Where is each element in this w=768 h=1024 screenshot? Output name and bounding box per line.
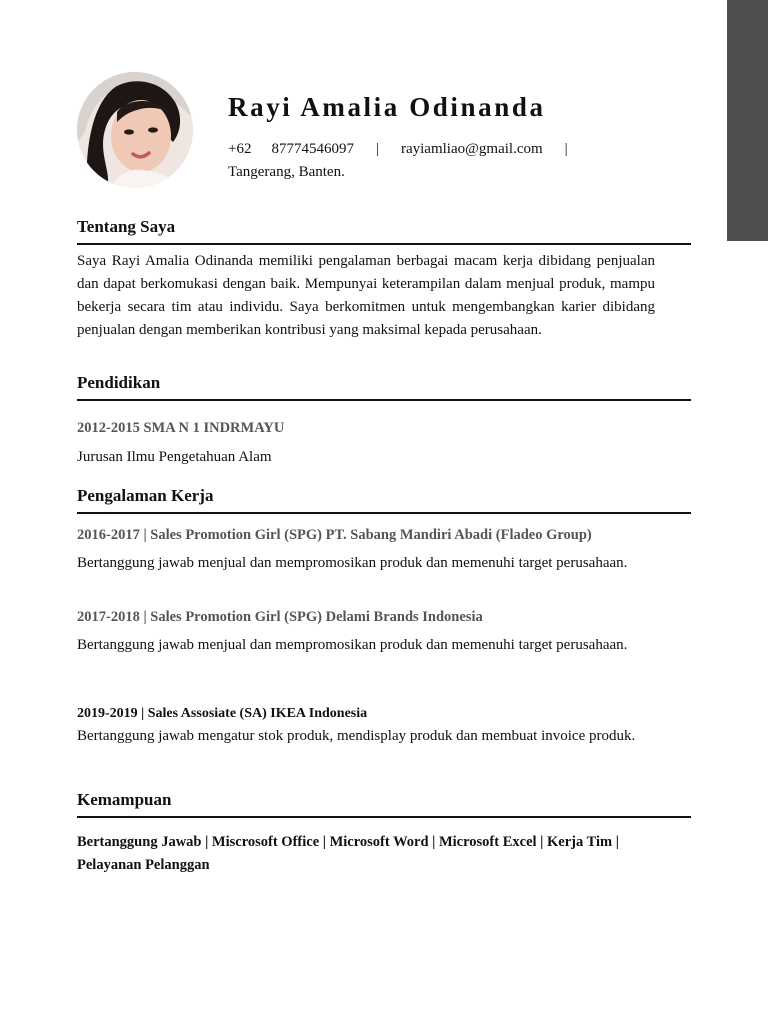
experience-heading: 2019-2019 | Sales Assosiate (SA) IKEA Indonesia (77, 706, 368, 721)
scrollbar-thumb[interactable] (727, 0, 768, 241)
experience-description: Bertanggung jawab mengatur stok produk, mendisplay produk dan membuat invoice produk. (77, 728, 636, 744)
profile-photo (77, 72, 193, 188)
location: Tangerang, Banten. (228, 164, 345, 180)
section-title-education: Pendidikan (77, 373, 161, 392)
skills-list: Bertanggung Jawab | Miscrosoft Office | Microsoft Word | Microsoft Excel | Kerja Tim | Pelayanan Pelanggan (77, 834, 619, 873)
section-divider (77, 399, 691, 401)
section-divider (77, 243, 691, 245)
section-title-skills: Kemampuan (77, 790, 172, 809)
contact-separator: | (375, 141, 379, 157)
contact-info (228, 138, 608, 184)
phone-number: 87774546097 (271, 141, 354, 157)
email-address: rayiamliao@gmail.com (400, 141, 543, 157)
section-title-experience: Pengalaman Kerja (77, 486, 214, 505)
experience-description: Bertanggung jawab menjual dan mempromosikan produk dan memenuhi target perusahaan. (77, 637, 628, 653)
experience-heading: 2016-2017 | Sales Promotion Girl (SPG) PT. Sabang Mandiri Abadi (Fladeo Group) (77, 527, 592, 543)
education-detail: Jurusan Ilmu Pengetahuan Alam (77, 449, 272, 465)
about-text: Saya Rayi Amalia Odinanda memiliki pengalaman berbagai macam kerja dibidang penjualan dan dapat berkomukasi dengan baik. Mempunyai keterampilan dalam menjual produk, mampu bekerja secara tim atau individu. Saya berkomitmen untuk mengembangkan karier dibidang penjualan dengan memberikan kontribusi yang maksimal kepada perusahaan. (77, 253, 655, 338)
experience-heading: 2017-2018 | Sales Promotion Girl (SPG) Delami Brands Indonesia (77, 609, 483, 625)
education-heading: 2012-2015 SMA N 1 INDRMAYU (77, 420, 285, 436)
candidate-name: Rayi Amalia Odinanda (228, 92, 546, 122)
section-divider (77, 512, 691, 514)
contact-separator: | (564, 141, 568, 157)
section-title-about: Tentang Saya (77, 217, 176, 236)
section-divider (77, 816, 691, 818)
experience-description: Bertanggung jawab menjual dan mempromosikan produk dan memenuhi target perusahaan. (77, 555, 628, 571)
phone-country-code: +62 (228, 141, 252, 157)
